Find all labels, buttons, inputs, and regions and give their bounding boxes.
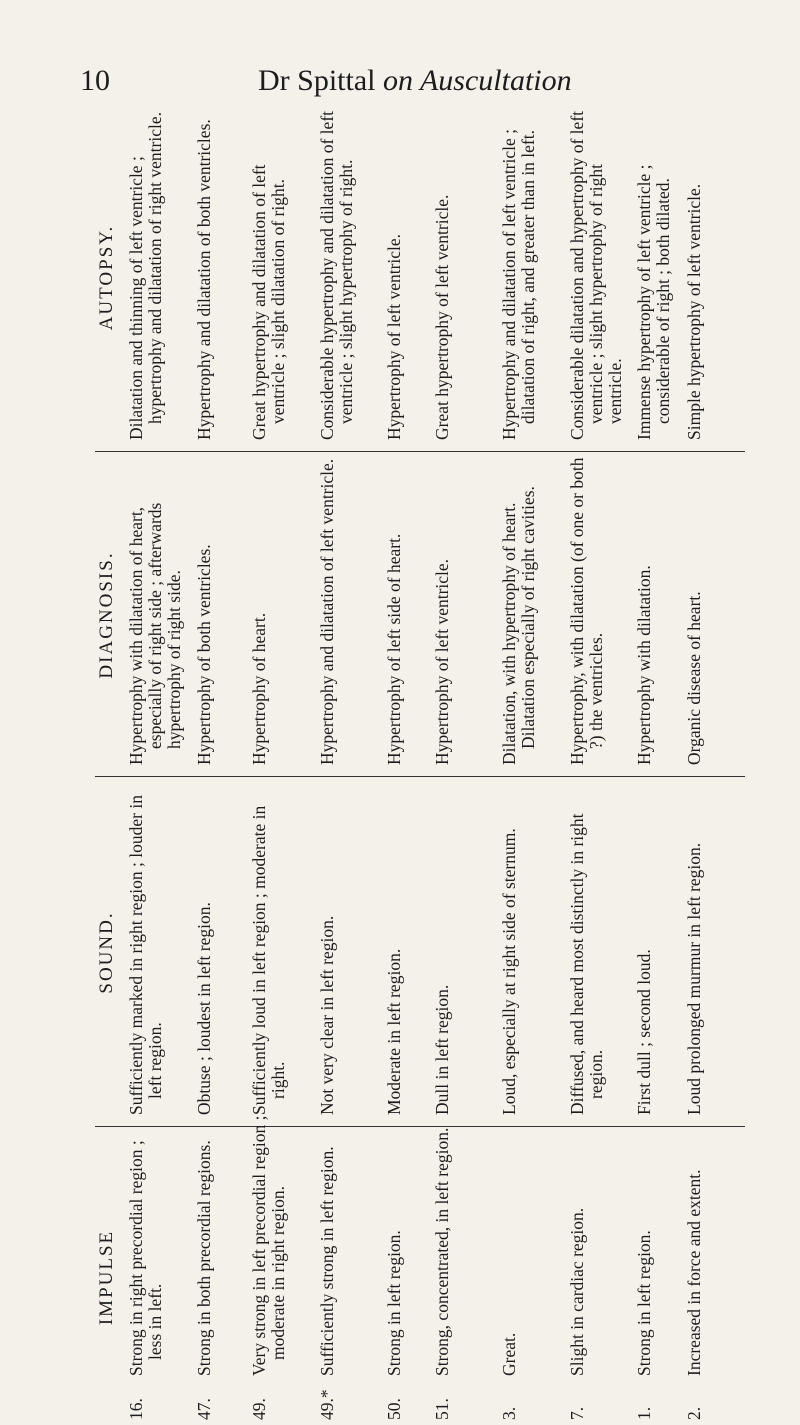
autopsy-cell: Hypertrophy and dilatation of both ventricles. (194, 119, 214, 440)
column-header-diagnosis: DIAGNOSIS. (96, 551, 117, 679)
impulse-cell: Strong, concentrated, in left region. (432, 1127, 452, 1376)
sound-cell: Loud, especially at right side of sternum. (499, 828, 519, 1115)
impulse-cell: Great. (499, 1332, 519, 1376)
diagnosis-cell: Hypertrophy of both ventricles. (194, 544, 214, 765)
impulse-cell: Slight in cardiac region. (567, 1207, 587, 1376)
case-number: 50. (384, 1398, 404, 1420)
author: Dr Spittal (258, 64, 376, 97)
diagnosis-cell: Hypertrophy, with dilatation (of one or both ?) the ventricles. (567, 457, 606, 765)
running-title: on Auscultation (383, 64, 572, 97)
impulse-cell: Strong in left region. (384, 1230, 404, 1376)
case-number: 3. (499, 1406, 519, 1420)
case-number: 16. (126, 1398, 146, 1420)
diagnosis-cell: Hypertrophy of left side of heart. (384, 533, 404, 765)
column-header-sound: SOUND. (96, 911, 117, 994)
diagnosis-cell: Hypertrophy with dilatation. (634, 565, 654, 765)
sound-cell: Not very clear in left region. (317, 915, 337, 1115)
diagnosis-cell: Hypertrophy and dilatation of left ventricle. (317, 458, 337, 765)
sound-cell: Diffused, and heard most distinctly in right region. (567, 813, 606, 1115)
autopsy-cell: Dilatation and thinning of left ventricle ; hypertrophy and dilatation of right ventricle. (126, 112, 165, 440)
case-number: 51. (432, 1398, 452, 1420)
column-header-autopsy: AUTOPSY. (96, 224, 117, 331)
case-number: 49. (249, 1398, 269, 1420)
case-number: 1. (634, 1406, 654, 1420)
autopsy-cell: Immense hypertrophy of left ventricle ; considerable of right ; both dilated. (634, 164, 673, 440)
case-number: 2. (684, 1406, 704, 1420)
sound-cell: Dull in left region. (432, 984, 452, 1115)
impulse-cell: Strong in left region. (634, 1230, 654, 1376)
sound-cell: Sufficiently marked in right region ; louder in left region. (126, 795, 165, 1115)
column-header-impulse: IMPULSE (96, 1229, 117, 1326)
impulse-cell: Increased in force and extent. (684, 1169, 704, 1376)
autopsy-cell: Great hypertrophy of left ventricle. (432, 194, 452, 440)
sound-cell: Obtuse ; loudest in left region. (194, 902, 214, 1115)
table-header (95, 110, 125, 1420)
sound-cell: Loud prolonged murmur in left region. (684, 842, 704, 1115)
impulse-cell: Strong in right precordial region ; less in left. (126, 1140, 165, 1376)
autopsy-cell: Considerable hypertrophy and dilatation of left ventricle ; slight hypertrophy of right. (317, 110, 356, 440)
autopsy-cell: Considerable dilatation and hypertrophy of left ventricle ; slight hypertrophy of right ventricle. (567, 110, 625, 440)
diagnosis-cell: Hypertrophy of left ventricle. (432, 558, 452, 765)
impulse-cell: Very strong in left precordial region ; moderate in right region. (249, 1115, 288, 1376)
diagnosis-cell: Hypertrophy with dilatation of heart, especially of right side ; afterwards hypertrophy of right side. (126, 502, 184, 765)
autopsy-cell: Simple hypertrophy of left ventricle. (684, 183, 704, 440)
diagnosis-cell: Hypertrophy of heart. (249, 612, 269, 765)
autopsy-cell: Great hypertrophy and dilatation of left ventricle ; slight dilatation of right. (249, 164, 288, 440)
diagnosis-cell: Organic disease of heart. (684, 591, 704, 765)
sound-cell: Moderate in left region. (384, 948, 404, 1115)
autopsy-cell: Hypertrophy of left ventricle. (384, 233, 404, 440)
sound-cell: First dull ; second loud. (634, 949, 654, 1115)
page-number: 10 (80, 64, 110, 97)
impulse-cell: Strong in both precordial regions. (194, 1140, 214, 1376)
case-number: 7. (567, 1406, 587, 1420)
case-number: 49.* (317, 1389, 337, 1420)
diagnosis-cell: Dilatation, with hypertrophy of heart. Dilatation especially of right cavities. (499, 486, 538, 765)
running-head (258, 64, 572, 98)
case-number: 47. (194, 1398, 214, 1420)
sound-cell: Sufficiently loud in left region ; moderate in right. (249, 805, 288, 1115)
autopsy-table (95, 110, 745, 1420)
impulse-cell: Sufficiently strong in left region. (317, 1146, 337, 1376)
autopsy-cell: Hypertrophy and dilatation of left ventricle ; dilatation of right, and greater than in left. (499, 128, 538, 440)
